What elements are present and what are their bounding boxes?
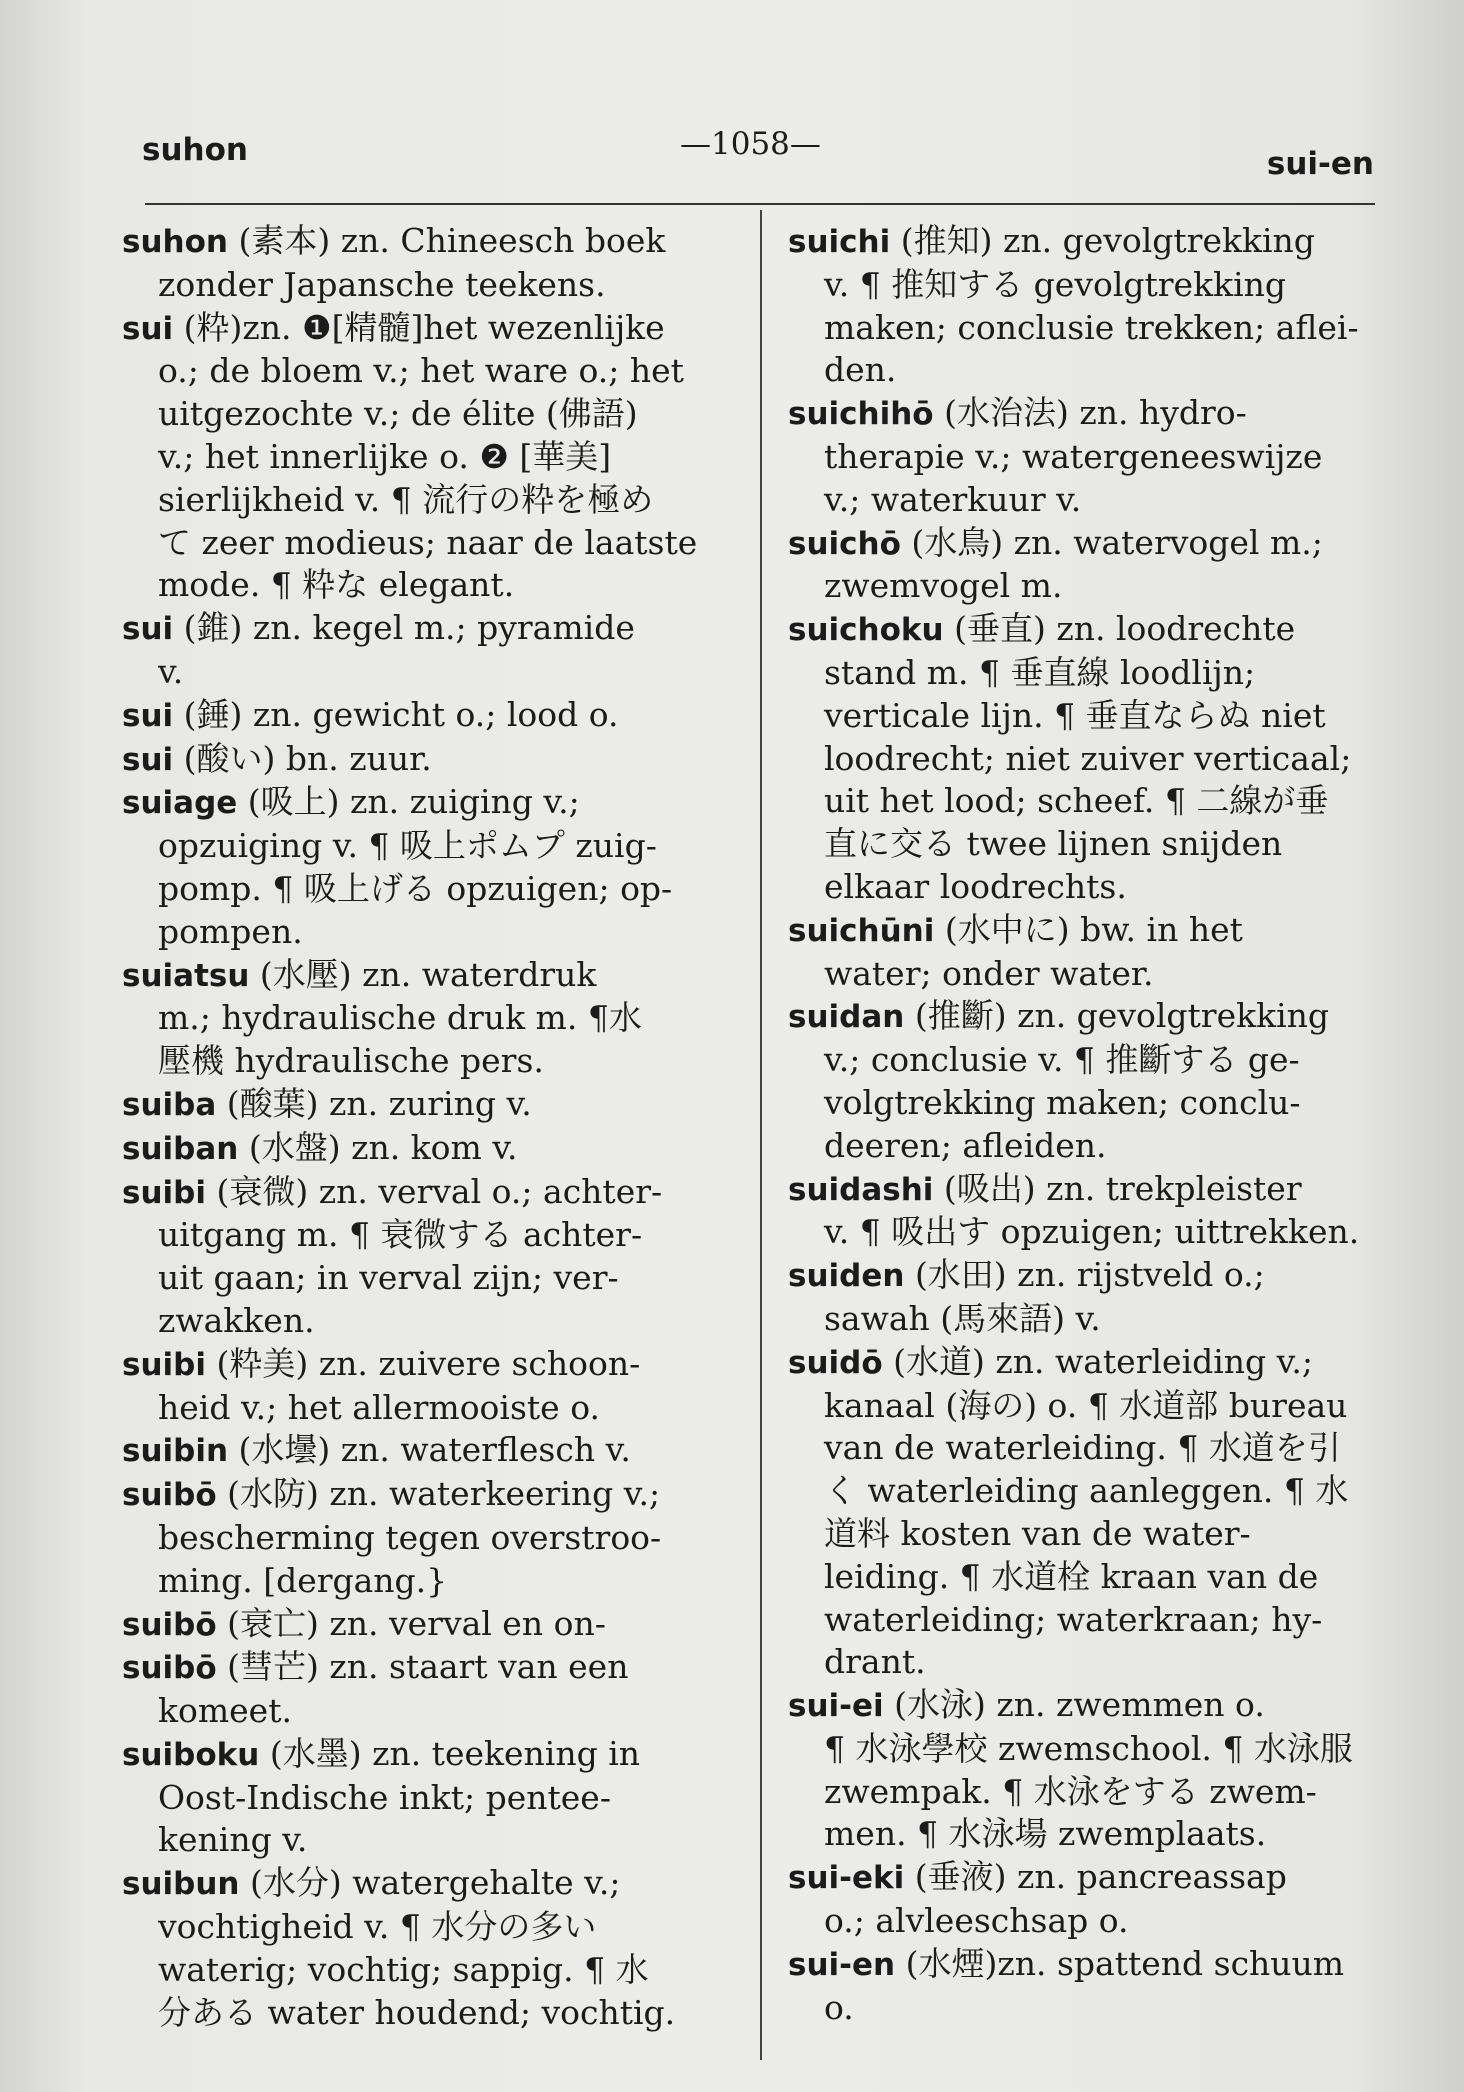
entry-line [122, 393, 744, 436]
definition-text: sierlijkheid v. ¶ 流行の粋を極め [158, 479, 654, 519]
definition-text: 壓機 hydraulische pers. [158, 1041, 544, 1081]
definition-text: stand m. ¶ 垂直線 loodlijn; [824, 652, 1256, 692]
headword: suidō [788, 1344, 883, 1381]
definition-text: vochtigheid v. ¶ 水分の多い [158, 1907, 597, 1947]
definition-text: uitgang m. ¶ 衰微する achter- [158, 1215, 643, 1255]
dictionary-entry [122, 607, 744, 694]
definition-text: opzuiging v. ¶ 吸上ポムプ zuig- [158, 826, 657, 866]
definition-text: (素本) zn. Chineesch boek [238, 221, 666, 260]
entry-line [122, 1083, 744, 1127]
dictionary-entry [788, 1684, 1400, 1856]
dictionary-entry [788, 608, 1400, 909]
definition-text: volgtrekking maken; conclu- [824, 1082, 1301, 1122]
definition-text: (錘) zn. gewicht o.; lood o. [183, 694, 619, 734]
definition-text: v. [158, 651, 184, 691]
definition-text: v.; waterkuur v. [824, 479, 1082, 519]
entry-line [788, 1900, 1400, 1943]
entry-line [788, 479, 1400, 522]
entry-line [788, 1470, 1400, 1513]
dictionary-entry [122, 220, 744, 307]
dictionary-entry [788, 909, 1400, 996]
headword: suichi [788, 224, 891, 260]
entry-line [788, 738, 1400, 781]
definition-text: water; onder water. [824, 953, 1154, 993]
dictionary-entry [122, 781, 744, 953]
headword: sui [122, 697, 174, 734]
definition-text: pomp. ¶ 吸上げる opzuigen; op- [158, 868, 673, 908]
definition-text: v. ¶ 推知する gevolgtrekking [824, 264, 1287, 304]
definition-text: bescherming tegen overstroo- [158, 1517, 662, 1557]
entry-line [788, 1556, 1400, 1599]
definition-text: maken; conclusie trekken; aflei- [824, 307, 1359, 347]
definition-text: (水壜) zn. waterflesch v. [238, 1430, 631, 1470]
definition-text: (衰微) zn. verval o.; achter- [216, 1171, 663, 1211]
definition-text: (水田) zn. rijstveld o.; [914, 1255, 1265, 1295]
dictionary-entry [788, 220, 1400, 392]
entry-line [788, 1856, 1400, 1900]
entry-line [122, 564, 744, 607]
headword: suiban [122, 1130, 239, 1167]
headword: suibun [122, 1866, 240, 1903]
running-header [140, 126, 1374, 182]
definition-text: (粋美) zn. zuivere schoon- [216, 1343, 641, 1383]
dictionary-entry [122, 1171, 744, 1343]
entry-line [788, 1039, 1400, 1082]
entry-line [122, 264, 744, 307]
dictionary-entry [122, 1646, 744, 1733]
headword: suibi [122, 1174, 206, 1211]
headword: suhon [122, 224, 228, 260]
definition-text: (酸葉) zn. zuring v. [226, 1083, 532, 1123]
entry-line [122, 350, 744, 393]
definition-text: uit gaan; in verval zijn; ver- [158, 1258, 619, 1298]
definition-text: 直に交る twee lijnen snijden [824, 824, 1283, 864]
definition-text: く waterleiding aanleggen. ¶ 水 [824, 1471, 1349, 1511]
entry-line [122, 1690, 744, 1733]
headword: sui [122, 611, 174, 648]
entry-line [788, 652, 1400, 695]
dictionary-entry [122, 694, 744, 738]
dictionary-entry [122, 1733, 744, 1862]
entry-line [122, 694, 744, 738]
entry-line [122, 1560, 744, 1603]
definition-text: (推知) zn. gevolgtrekking [900, 221, 1315, 260]
definition-text: zonder Japansche teekens. [158, 264, 606, 304]
entry-line [122, 1819, 744, 1862]
entry-line [788, 392, 1400, 436]
definition-text: pompen. [158, 911, 303, 951]
entry-line [788, 909, 1400, 953]
definition-text: sawah (馬來語) v. [824, 1298, 1101, 1338]
headword: suidan [788, 999, 905, 1036]
definition-text: waterig; vochtig; sappig. ¶ 水 [158, 1949, 649, 1989]
left-column [122, 220, 744, 2034]
header-right-guide-word: sui-en [1266, 146, 1374, 182]
headword: suiba [122, 1086, 217, 1123]
headword: suichūni [788, 912, 935, 949]
definition-text: 道料 kosten van de water- [824, 1513, 1251, 1553]
definition-text: zwemvogel m. [824, 566, 1063, 606]
headword: suichihō [788, 396, 934, 433]
entry-line [788, 1427, 1400, 1470]
entry-line [122, 997, 744, 1040]
entry-line [788, 1385, 1400, 1428]
definition-text: (推斷) zn. gevolgtrekking [914, 996, 1330, 1036]
definition-text: (吸出) zn. trekpleister [943, 1168, 1302, 1208]
definition-text: v. ¶ 吸出す opzuigen; uittrekken. [824, 1212, 1360, 1252]
entry-line [122, 1473, 744, 1517]
entry-line [122, 911, 744, 954]
headword: suiage [122, 785, 238, 822]
entry-line [122, 307, 744, 351]
headword: suiatsu [122, 957, 250, 994]
headword: sui [122, 310, 174, 347]
entry-line [122, 1300, 744, 1343]
definition-text: て zeer modieus; naar de laatste [158, 522, 698, 562]
headword: suibō [122, 1650, 217, 1687]
dictionary-entry [122, 1083, 744, 1127]
entry-line [122, 1862, 744, 1906]
definition-text: zwakken. [158, 1300, 315, 1340]
dictionary-entry [122, 738, 744, 782]
dictionary-entry [788, 522, 1400, 609]
entry-line [122, 1646, 744, 1690]
definition-text: kanaal (海の) o. ¶ 水道部 bureau [824, 1385, 1348, 1425]
definition-text: (水墨) zn. teekening in [269, 1733, 641, 1773]
entry-line [788, 349, 1400, 392]
entry-line [788, 695, 1400, 738]
dictionary-entry [122, 1603, 744, 1647]
right-column [788, 220, 1400, 2029]
entry-line [788, 436, 1400, 479]
entry-line [788, 1254, 1400, 1298]
entry-line [122, 1777, 744, 1820]
definition-text: (水中に) bw. in het [944, 909, 1243, 949]
definition-text: uitgezochte v.; de élite (佛語) [158, 394, 638, 434]
entry-line [122, 1040, 744, 1083]
definition-text: o.; de bloem v.; het ware o.; het [158, 351, 684, 391]
definition-text: (水治法) zn. hydro- [944, 393, 1247, 433]
entry-line [788, 608, 1400, 652]
definition-text: van de waterleiding. ¶ 水道を引 [824, 1428, 1341, 1468]
column-divider [760, 210, 762, 2060]
entry-line [788, 1813, 1400, 1856]
headword: sui-ei [788, 1688, 884, 1725]
entry-line [788, 522, 1400, 566]
dictionary-entry [122, 1862, 744, 2034]
entry-line [122, 1127, 744, 1171]
definition-text: (垂直) zn. loodrechte [954, 609, 1296, 649]
entry-line [122, 738, 744, 782]
headword: suiden [788, 1258, 905, 1295]
entry-line [122, 651, 744, 694]
definition-text: (吸上) zn. zuiging v.; [247, 782, 580, 822]
entry-line [788, 823, 1400, 866]
definition-text: o.; alvleeschsap o. [824, 1901, 1129, 1941]
definition-text: kening v. [158, 1820, 308, 1860]
dictionary-entry [122, 1429, 744, 1473]
entry-line [788, 264, 1400, 307]
definition-text: uit het lood; scheef. ¶ 二線が垂 [824, 781, 1329, 821]
entry-line [122, 781, 744, 825]
dictionary-entry [788, 1856, 1400, 1943]
definition-text: den. [824, 350, 897, 390]
definition-text: therapie v.; watergeneeswijze [824, 436, 1323, 476]
entry-line [788, 1341, 1400, 1385]
entry-line [788, 1728, 1400, 1771]
dictionary-entry [788, 1943, 1400, 2030]
definition-text: loodrecht; niet zuiver verticaal; [824, 738, 1352, 778]
entry-line [788, 1211, 1400, 1254]
definition-text: (酸い) bn. zuur. [183, 738, 432, 778]
entry-line [122, 1992, 744, 2035]
entry-line [788, 1641, 1400, 1684]
entry-line [788, 1771, 1400, 1814]
headword: suichoku [788, 612, 944, 649]
entry-line [788, 1298, 1400, 1341]
entry-line [788, 1684, 1400, 1728]
entry-line [788, 1987, 1400, 2030]
definition-text: (粋)zn. ❶[精髓]het wezenlijke [183, 307, 665, 347]
dictionary-entry [788, 392, 1400, 521]
headword: suibi [122, 1346, 206, 1383]
definition-text: v.; het innerlijke o. ❷ [華美] [158, 436, 612, 476]
definition-text: (水鳥) zn. watervogel m.; [911, 522, 1323, 562]
entry-line [122, 522, 744, 565]
entry-line [788, 307, 1400, 350]
definition-text: (彗芒) zn. staart van een [227, 1647, 629, 1687]
header-rule [145, 203, 1375, 205]
headword: suidashi [788, 1171, 934, 1208]
definition-text: waterleiding; waterkraan; hy- [824, 1599, 1323, 1639]
dictionary-entry [788, 1168, 1400, 1255]
entry-line [788, 1125, 1400, 1168]
entry-line [788, 1168, 1400, 1212]
definition-text: men. ¶ 水泳場 zwemplaats. [824, 1814, 1267, 1854]
entry-line [122, 479, 744, 522]
definition-text: zwempak. ¶ 水泳をする zwem- [824, 1771, 1317, 1811]
entry-line [122, 436, 744, 479]
definition-text: (水泳) zn. zwemmen o. [894, 1685, 1265, 1725]
page-number: —1058— [680, 126, 821, 162]
definition-text: (衰亡) zn. verval en on- [227, 1603, 606, 1643]
definition-text: deeren; afleiden. [824, 1125, 1107, 1165]
headword: sui [122, 741, 174, 778]
dictionary-entry [122, 307, 744, 608]
definition-text: heid v.; het allermooiste o. [158, 1387, 600, 1427]
entry-line [122, 1429, 744, 1473]
entry-line [788, 1082, 1400, 1125]
header-left-guide-word: suhon [142, 132, 248, 168]
definition-text: (水分) watergehalte v.; [249, 1863, 621, 1903]
definition-text: v.; conclusie v. ¶ 推斷する ge- [824, 1040, 1300, 1080]
headword: suibin [122, 1433, 229, 1470]
definition-text: komeet. [158, 1691, 292, 1731]
definition-text: leiding. ¶ 水道栓 kraan van de [824, 1556, 1319, 1596]
entry-line [122, 1214, 744, 1257]
definition-text: (水煙)zn. spattend schuum [905, 1943, 1345, 1983]
headword: sui-en [788, 1946, 896, 1983]
definition-text: mode. ¶ 粋な elegant. [158, 565, 515, 605]
definition-text: o. [824, 1987, 854, 2027]
dictionary-entry [122, 1343, 744, 1430]
entry-line [122, 1387, 744, 1430]
entry-line [122, 1603, 744, 1647]
definition-text: verticale lijn. ¶ 垂直ならぬ niet [824, 695, 1326, 735]
entry-line [122, 1343, 744, 1387]
definition-text: elkaar loodrechts. [824, 866, 1127, 906]
definition-text: ¶ 水泳學校 zwemschool. ¶ 水泳服 [824, 1728, 1353, 1768]
dictionary-entry [788, 995, 1400, 1167]
entry-line [788, 995, 1400, 1039]
entry-line [788, 1599, 1400, 1642]
entry-line [788, 1943, 1400, 1987]
definition-text: (水盤) zn. kom v. [248, 1127, 518, 1167]
entry-line [122, 954, 744, 998]
definition-text: Oost-Indische inkt; pentee- [158, 1777, 611, 1817]
entry-line [788, 866, 1400, 909]
entry-line [122, 1949, 744, 1992]
headword: suibō [122, 1606, 217, 1643]
entry-line [788, 565, 1400, 608]
definition-text: (水道) zn. waterleiding v.; [893, 1341, 1314, 1381]
headword: suiboku [122, 1736, 260, 1773]
entry-line [122, 1906, 744, 1949]
entry-line [122, 1733, 744, 1777]
entry-line [122, 607, 744, 651]
definition-text: (垂液) zn. pancreassap [914, 1857, 1287, 1897]
definition-text: drant. [824, 1642, 926, 1682]
entry-line [122, 868, 744, 911]
dictionary-entry [788, 1254, 1400, 1341]
dictionary-entry [122, 1473, 744, 1602]
definition-text: m.; hydraulische druk m. ¶水 [158, 998, 642, 1038]
entry-line [122, 1257, 744, 1300]
definition-text: (水防) zn. waterkeering v.; [227, 1474, 661, 1514]
headword: suibō [122, 1477, 217, 1514]
dictionary-entry [788, 1341, 1400, 1684]
entry-line [788, 780, 1400, 823]
entry-line [788, 1513, 1400, 1556]
definition-text: (錐) zn. kegel m.; pyramide [183, 608, 635, 648]
definition-text: (水壓) zn. waterdruk [259, 954, 597, 994]
entry-line [122, 1517, 744, 1560]
dictionary-entry [122, 954, 744, 1083]
definition-text: ming. [dergang.} [158, 1560, 448, 1600]
headword: suichō [788, 525, 901, 562]
entry-line [788, 220, 1400, 264]
entry-line [122, 825, 744, 868]
definition-text: 分ある water houdend; vochtig. [158, 1992, 676, 2032]
entry-line [788, 953, 1400, 996]
entry-line [122, 220, 744, 264]
entry-line [122, 1171, 744, 1215]
headword: sui-eki [788, 1860, 905, 1897]
dictionary-entry [122, 1127, 744, 1171]
